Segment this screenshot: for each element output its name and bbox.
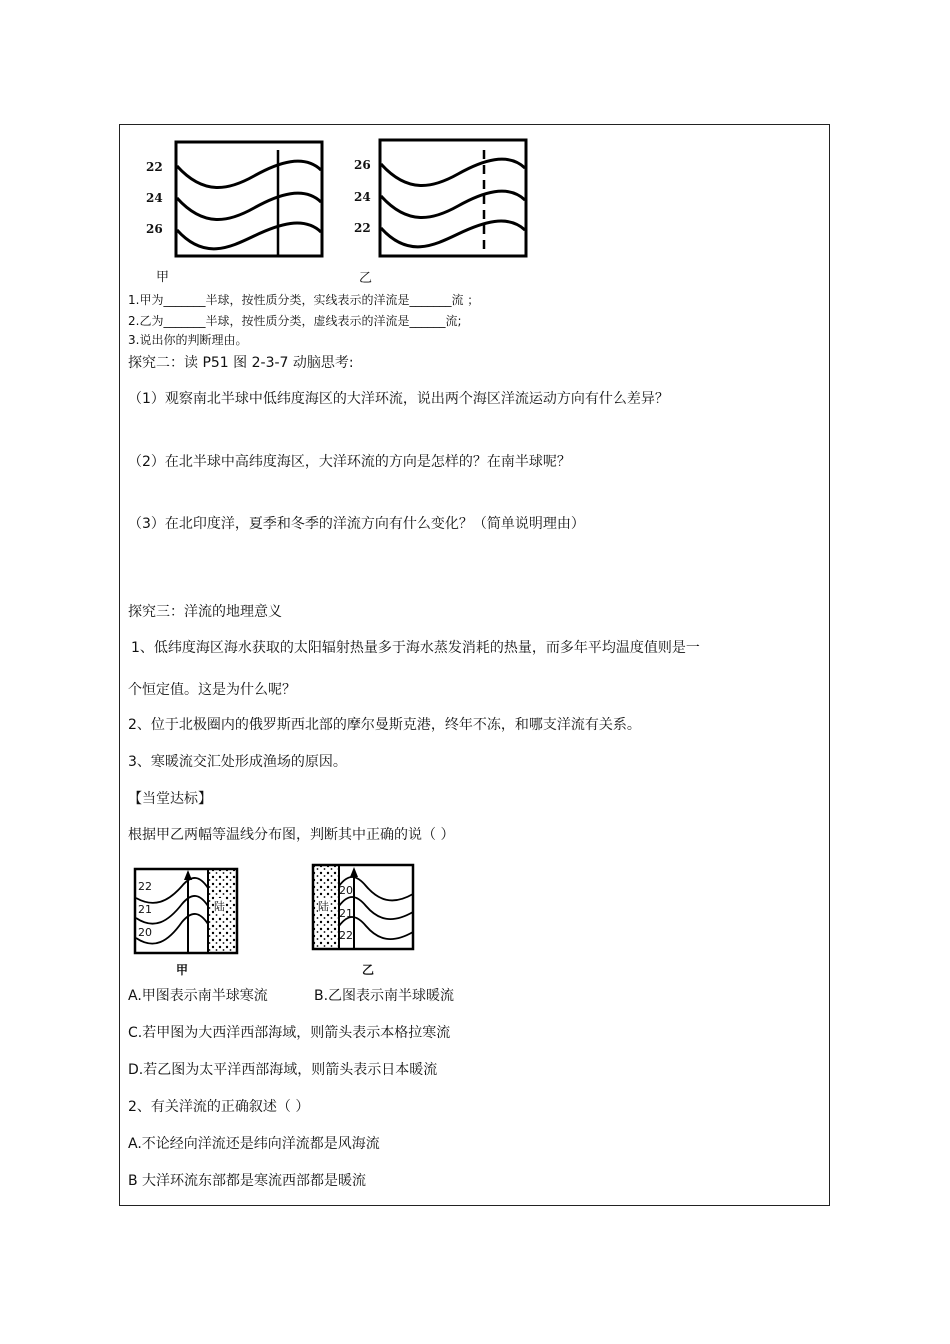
section-title: 探究三：洋流的地理意义 xyxy=(128,604,282,620)
figure-caption: 甲 xyxy=(156,270,170,285)
tick-label: 20 xyxy=(339,884,353,897)
option-a: A.甲图表示南半球寒流 xyxy=(128,988,268,1004)
tick-label: 22 xyxy=(354,221,371,235)
question-line: 1.甲为_______半球，按性质分类，实线表示的洋流是_______流 ； xyxy=(128,293,480,307)
figure-caption: 乙 xyxy=(359,271,373,286)
question-line: （2）在北半球中高纬度海区，大洋环流的方向是怎样的？在南半球呢？ xyxy=(128,454,571,470)
question-line: （3）在北印度洋，夏季和冬季的洋流方向有什么变化？（简单说明理由） xyxy=(128,516,585,532)
option-b: B 大洋环流东部都是寒流西部都是暖流 xyxy=(128,1173,367,1189)
isotherm-chart-right xyxy=(378,138,528,258)
option-c: C.若甲图为大西洋西部海域，则箭头表示本格拉寒流 xyxy=(128,1025,451,1041)
tick-label: 24 xyxy=(146,191,163,205)
question-line: 1、低纬度海区海水获取的太阳辐射热量多于海水蒸发消耗的热量，而多年平均温度值则是一 xyxy=(131,640,700,656)
section-heading: 【当堂达标】 xyxy=(128,791,212,807)
question-line: 2.乙为_______半球，按性质分类，虚线表示的洋流是______流; xyxy=(128,314,462,328)
land-label: 陆 xyxy=(318,900,329,913)
tick-label: 22 xyxy=(146,160,163,174)
question-line: （1）观察南北半球中低纬度海区的大洋环流，说出两个海区洋流运动方向有什么差异？ xyxy=(128,391,669,407)
option-a: A.不论经向洋流还是纬向洋流都是风海流 xyxy=(128,1136,380,1152)
question-line: 3、寒暖流交汇处形成渔场的原因。 xyxy=(128,754,347,770)
tick-label: 26 xyxy=(146,222,163,236)
option-b: B.乙图表示南半球暖流 xyxy=(314,988,455,1004)
figure-caption: 乙 xyxy=(362,963,375,977)
question-line: 2、有关洋流的正确叙述（ ） xyxy=(128,1099,310,1115)
land-label: 陆 xyxy=(214,900,225,913)
tick-label: 24 xyxy=(354,190,371,204)
question-line: 个恒定值。这是为什么呢？ xyxy=(128,682,296,698)
tick-label: 21 xyxy=(339,907,353,920)
question-line: 2、位于北极圈内的俄罗斯西北部的摩尔曼斯克港，终年不冻，和哪支洋流有关系。 xyxy=(128,717,641,733)
figure-caption: 甲 xyxy=(176,963,189,977)
isotherm-chart-left xyxy=(174,140,324,258)
tick-label: 21 xyxy=(138,903,152,916)
tick-label: 20 xyxy=(138,926,152,939)
question-line: 3.说出你的判断理由。 xyxy=(128,333,248,347)
tick-label: 22 xyxy=(339,929,353,942)
tick-label: 22 xyxy=(138,880,152,893)
content-frame xyxy=(119,124,830,1206)
section-title: 探究二：读 P51 图 2-3-7 动脑思考: xyxy=(128,355,354,371)
tick-label: 26 xyxy=(354,158,371,172)
question-line: 根据甲乙两幅等温线分布图，判断其中正确的说（ ） xyxy=(128,827,455,843)
option-d: D.若乙图为太平洋西部海域，则箭头表示日本暖流 xyxy=(128,1062,438,1078)
